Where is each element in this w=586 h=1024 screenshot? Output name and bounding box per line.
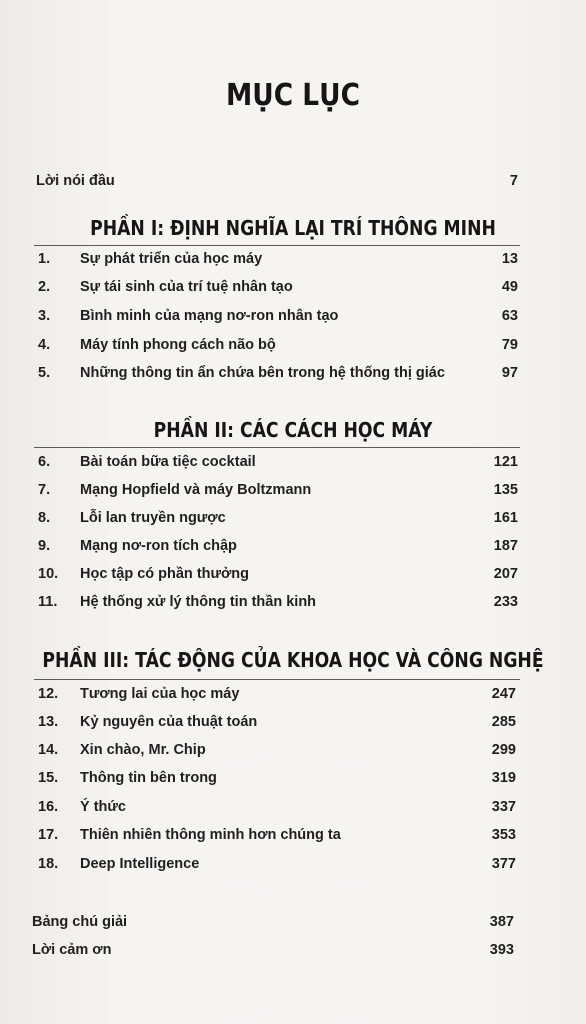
chapter-page: 233 xyxy=(493,594,518,610)
chapter-title: Bài toán bữa tiệc cocktail xyxy=(80,454,256,470)
chapter-row xyxy=(38,767,516,789)
part-divider xyxy=(34,679,520,680)
chapter-title: Sự phát triển của học máy xyxy=(80,251,263,267)
chapter-page: 187 xyxy=(493,538,518,554)
chapter-row xyxy=(38,824,516,846)
chapter-row xyxy=(38,334,518,356)
chapter-number: 12. xyxy=(38,686,59,702)
chapter-row xyxy=(38,507,518,529)
chapter-row xyxy=(38,591,518,613)
chapter-page: 49 xyxy=(501,279,518,295)
chapter-number: 15. xyxy=(38,770,59,786)
chapter-title: Lỗi lan truyền ngược xyxy=(80,510,226,526)
backmatter-row xyxy=(32,911,514,933)
chapter-number: 3. xyxy=(38,308,51,324)
chapter-number: 1. xyxy=(38,251,51,267)
chapter-page: 319 xyxy=(491,770,516,786)
chapter-row xyxy=(38,853,516,875)
chapter-page: 337 xyxy=(491,799,516,815)
chapter-page: 299 xyxy=(491,742,516,758)
chapter-page: 121 xyxy=(493,454,518,470)
chapter-title: Thiên nhiên thông minh hơn chúng ta xyxy=(80,827,341,843)
chapter-title: Hệ thống xử lý thông tin thần kinh xyxy=(80,594,317,610)
chapter-page: 63 xyxy=(501,308,518,324)
chapter-row xyxy=(38,362,518,384)
chapter-row xyxy=(38,563,518,585)
chapter-page: 97 xyxy=(501,365,518,381)
chapter-number: 4. xyxy=(38,337,51,353)
chapter-page: 135 xyxy=(493,482,518,498)
chapter-title: Những thông tin ẩn chứa bên trong hệ thống thị giác xyxy=(80,365,445,381)
chapter-number: 11. xyxy=(38,594,58,610)
chapter-number: 6. xyxy=(38,454,51,470)
chapter-row xyxy=(38,248,518,270)
chapter-title: Kỷ nguyên của thuật toán xyxy=(80,714,258,730)
backmatter-label: Bảng chú giải xyxy=(32,914,128,930)
chapter-title: Sự tái sinh của trí tuệ nhân tạo xyxy=(80,279,293,295)
preface-label: Lời nói đầu xyxy=(36,173,115,189)
chapter-number: 7. xyxy=(38,482,51,498)
chapter-title: Mạng nơ-ron tích chập xyxy=(80,538,237,554)
chapter-number: 14. xyxy=(38,742,59,758)
part-heading: PHẦN II: CÁC CÁCH HỌC MÁY xyxy=(153,418,433,442)
chapter-page: 285 xyxy=(491,714,516,730)
chapter-title: Mạng Hopfield và máy Boltzmann xyxy=(80,482,312,498)
preface-row xyxy=(36,170,518,192)
backmatter-label: Lời cảm ơn xyxy=(32,942,112,958)
chapter-page: 247 xyxy=(491,686,516,702)
chapter-number: 8. xyxy=(38,510,51,526)
chapter-row xyxy=(38,451,518,473)
chapter-page: 377 xyxy=(491,856,516,872)
chapter-title: Bình minh của mạng nơ-ron nhân tạo xyxy=(80,308,339,324)
chapter-row xyxy=(38,305,518,327)
chapter-page: 353 xyxy=(491,827,516,843)
chapter-row xyxy=(38,276,518,298)
chapter-row xyxy=(38,535,518,557)
chapter-page: 207 xyxy=(493,566,518,582)
chapter-number: 17. xyxy=(38,827,59,843)
page-title: MỤC LỤC xyxy=(226,78,360,113)
chapter-row xyxy=(38,796,516,818)
chapter-title: Deep Intelligence xyxy=(80,856,200,872)
chapter-number: 2. xyxy=(38,279,51,295)
chapter-title: Học tập có phần thưởng xyxy=(80,566,250,582)
chapter-number: 5. xyxy=(38,365,51,381)
chapter-page: 79 xyxy=(501,337,518,353)
chapter-row xyxy=(38,739,516,761)
chapter-page: 161 xyxy=(493,510,518,526)
part-divider xyxy=(34,245,520,246)
backmatter-row xyxy=(32,939,514,961)
chapter-title: Tương lai của học máy xyxy=(80,686,240,702)
part-heading: PHẦN III: TÁC ĐỘNG CỦA KHOA HỌC VÀ CÔNG NGHỆ xyxy=(42,648,544,672)
part-divider xyxy=(34,447,520,448)
preface-page: 7 xyxy=(509,173,518,189)
chapter-number: 9. xyxy=(38,538,51,554)
chapter-row xyxy=(38,683,516,705)
part-heading: PHẦN I: ĐỊNH NGHĨA LẠI TRÍ THÔNG MINH xyxy=(90,216,496,240)
chapter-title: Thông tin bên trong xyxy=(80,770,217,786)
chapter-number: 13. xyxy=(38,714,59,730)
chapter-number: 18. xyxy=(38,856,59,872)
chapter-row xyxy=(38,711,516,733)
backmatter-page: 393 xyxy=(489,942,514,958)
chapter-row xyxy=(38,479,518,501)
backmatter-page: 387 xyxy=(489,914,514,930)
chapter-page: 13 xyxy=(501,251,518,267)
chapter-number: 16. xyxy=(38,799,59,815)
chapter-title: Máy tính phong cách não bộ xyxy=(80,337,276,353)
chapter-number: 10. xyxy=(38,566,59,582)
chapter-title: Xin chào, Mr. Chip xyxy=(80,742,206,758)
chapter-title: Ý thức xyxy=(80,799,126,815)
